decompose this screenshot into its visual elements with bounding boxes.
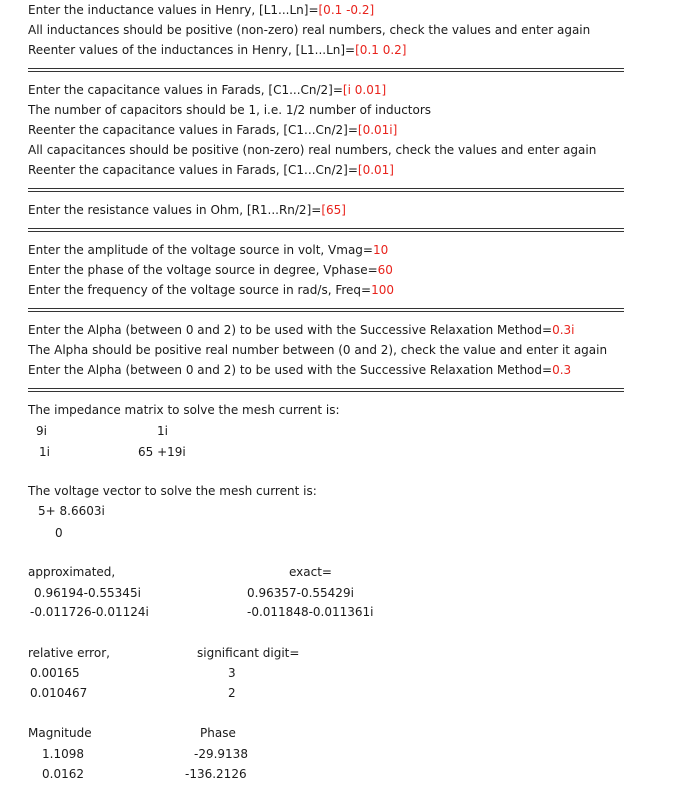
user-input: 0.3 xyxy=(552,363,572,377)
user-input: [i 0.01] xyxy=(342,83,387,97)
user-input: 100 xyxy=(371,283,394,297)
prompt-text: Enter the resistance values in Ohm, [R1...Rn/2]= xyxy=(28,203,322,217)
relative-error-1: 0.00165 xyxy=(30,666,80,680)
console-line xyxy=(28,100,668,120)
prompt-text: Enter the frequency of the voltage source in rad/s, Freq= xyxy=(28,283,372,297)
impedance-title: The impedance matrix to solve the mesh current is: xyxy=(28,403,340,417)
voltage-v1: 5+ 8.6603i xyxy=(38,504,105,518)
prompt-text: Enter the Alpha (between 0 and 2) to be used with the Successive Relaxation Method= xyxy=(28,323,553,337)
user-input: 10 xyxy=(372,243,389,257)
user-input: 60 xyxy=(377,263,393,277)
user-input: [0.01] xyxy=(357,163,394,177)
message-text: The Alpha should be positive real number between (0 and 2), check the value and enter it again xyxy=(28,343,608,357)
magnitude-1: 1.1098 xyxy=(42,747,84,761)
impedance-r2c2: 65 +19i xyxy=(138,445,186,459)
significant-digit-1: 3 xyxy=(228,666,236,680)
console-line xyxy=(28,200,668,220)
separator xyxy=(28,220,668,240)
phase-1: -29.9138 xyxy=(194,747,248,761)
exact-value-1: 0.96357-0.55429i xyxy=(247,586,354,600)
relative-error-label: relative error, xyxy=(28,646,110,660)
console-line xyxy=(28,280,668,300)
prompt-text: Enter the amplitude of the voltage source in volt, Vmag= xyxy=(28,243,373,257)
prompt-text: Enter the Alpha (between 0 and 2) to be used with the Successive Relaxation Method= xyxy=(28,363,553,377)
message-text: The number of capacitors should be 1, i.e. 1/2 number of inductors xyxy=(28,103,432,117)
prompt-text: Reenter the capacitance values in Farads, [C1...Cn/2]= xyxy=(28,123,358,137)
significant-digit-2: 2 xyxy=(228,686,236,700)
console-line xyxy=(28,140,668,160)
exact-label: exact= xyxy=(289,565,332,579)
separator xyxy=(28,180,668,200)
console-line xyxy=(28,240,668,260)
message-text: All inductances should be positive (non-zero) real numbers, check the values and enter again xyxy=(28,23,591,37)
relative-error-2: 0.010467 xyxy=(30,686,88,700)
console-line xyxy=(28,80,668,100)
console-line xyxy=(28,40,668,60)
approx-label: approximated, xyxy=(28,565,116,579)
console-line xyxy=(28,360,668,380)
console-line xyxy=(28,0,668,20)
user-input: [0.01i] xyxy=(357,123,398,137)
approx-value-1: 0.96194-0.55345i xyxy=(34,586,141,600)
impedance-r2c1: 1i xyxy=(39,445,50,459)
console-line xyxy=(28,160,668,180)
prompt-text: Reenter values of the inductances in Henry, [L1...Ln]= xyxy=(28,43,356,57)
impedance-r1c2: 1i xyxy=(157,424,168,438)
magnitude-2: 0.0162 xyxy=(42,767,84,781)
user-input: [65] xyxy=(321,203,346,217)
message-text: All capacitances should be positive (non-zero) real numbers, check the values and enter again xyxy=(28,143,597,157)
separator xyxy=(28,300,668,320)
voltage-title: The voltage vector to solve the mesh current is: xyxy=(28,484,317,498)
console-line xyxy=(28,340,668,360)
user-input: 0.3i xyxy=(552,323,575,337)
significant-digit-label: significant digit= xyxy=(197,646,300,660)
user-input: [0.1 0.2] xyxy=(355,43,407,57)
console-line xyxy=(28,260,668,280)
console-line xyxy=(28,120,668,140)
console-output xyxy=(28,0,668,420)
impedance-r1c1: 9i xyxy=(36,424,47,438)
prompt-text: Enter the inductance values in Henry, [L1...Ln]= xyxy=(28,3,319,17)
magnitude-label: Magnitude xyxy=(28,726,92,740)
prompt-text: Enter the capacitance values in Farads, [C1...Cn/2]= xyxy=(28,83,343,97)
separator xyxy=(28,380,668,400)
exact-value-2: -0.011848-0.011361i xyxy=(247,605,374,619)
user-input: [0.1 -0.2] xyxy=(318,3,375,17)
prompt-text: Enter the phase of the voltage source in degree, Vphase= xyxy=(28,263,378,277)
phase-2: -136.2126 xyxy=(185,767,247,781)
console-line xyxy=(28,20,668,40)
prompt-text: Reenter the capacitance values in Farads, [C1...Cn/2]= xyxy=(28,163,358,177)
console-line xyxy=(28,320,668,340)
phase-label: Phase xyxy=(200,726,236,740)
separator xyxy=(28,60,668,80)
voltage-v2: 0 xyxy=(55,526,63,540)
approx-value-2: -0.011726-0.01124i xyxy=(30,605,149,619)
